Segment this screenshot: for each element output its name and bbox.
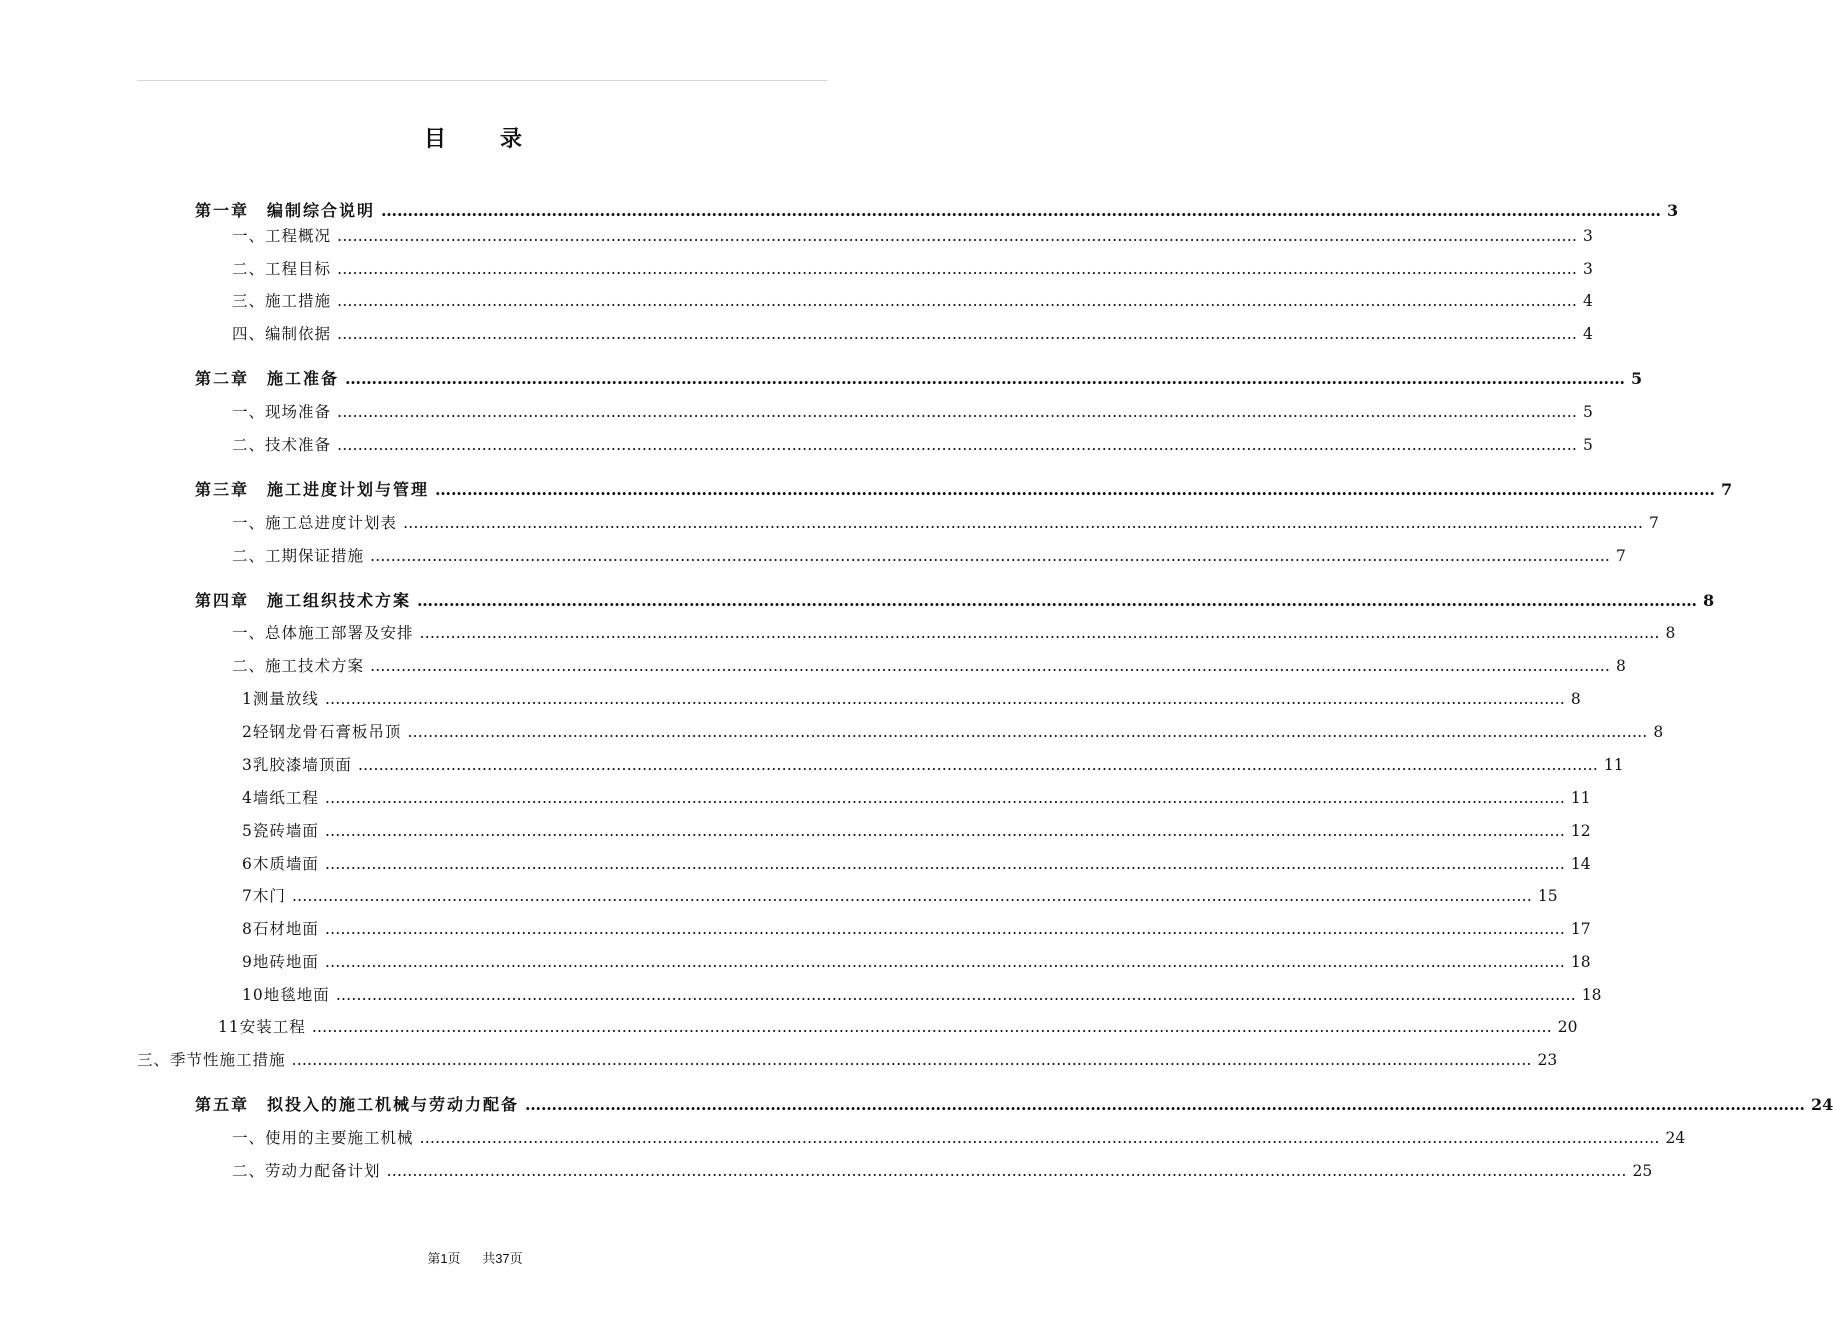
toc-leader-dots: ……………………………………………………………………………………………………………………………………………………………………………………………………………………	[435, 480, 1716, 499]
toc-entry-page: 24	[1665, 1129, 1686, 1147]
toc-entry-label: 三、施工措施	[232, 292, 332, 310]
toc-entry[interactable]	[218, 1016, 1578, 1038]
toc-entry-page: 20	[1557, 1018, 1578, 1036]
toc-entry[interactable]	[232, 1127, 1686, 1149]
toc-entry-label: 第二章 施工准备	[195, 369, 340, 388]
toc-entry-page: 4	[1583, 325, 1593, 343]
toc-leader-dots: ……………………………………………………………………………………………………………………………………………………………………………………………………………………	[324, 690, 1565, 708]
toc-entry-page: 7	[1616, 547, 1626, 565]
toc-entry[interactable]	[242, 688, 1581, 710]
toc-entry-page: 8	[1570, 690, 1581, 708]
toc-entry[interactable]	[242, 787, 1591, 809]
toc-leader-dots: ……………………………………………………………………………………………………………………………………………………………………………………………………………………	[525, 1095, 1806, 1114]
toc-leader-dots: ……………………………………………………………………………………………………………………………………………………………………………………………………………………	[417, 591, 1698, 610]
toc-chapter-entry[interactable]	[195, 200, 1679, 222]
toc-entry-label: 4墙纸工程	[242, 789, 319, 807]
toc-leader-dots: ……………………………………………………………………………………………………………………………………………………………………………………………………………………	[335, 986, 1576, 1004]
toc-entry-label: 一、使用的主要施工机械	[232, 1129, 414, 1147]
toc-entry-page: 15	[1537, 887, 1558, 905]
toc-entry-label: 第一章 编制综合说明	[195, 201, 376, 220]
toc-entry-label: 11安装工程	[218, 1018, 306, 1036]
toc-entry-page: 3	[1583, 227, 1593, 245]
toc-entry[interactable]	[242, 951, 1591, 973]
toc-entry-label: 7木门	[242, 887, 286, 905]
toc-entry[interactable]	[232, 323, 1593, 345]
toc-leader-dots: ……………………………………………………………………………………………………………………………………………………………………………………………………………………	[324, 855, 1565, 873]
toc-entry-label: 6木质墙面	[242, 855, 319, 873]
toc-entry[interactable]	[232, 401, 1593, 423]
toc-leader-dots: ……………………………………………………………………………………………………………………………………………………………………………………………………………………	[419, 1129, 1660, 1147]
toc-entry-label: 二、劳动力配备计划	[232, 1162, 381, 1180]
header-rule	[137, 80, 827, 81]
toc-entry-label: 一、施工总进度计划表	[232, 514, 398, 532]
toc-leader-dots: ……………………………………………………………………………………………………………………………………………………………………………………………………………………	[324, 822, 1565, 840]
toc-entry-label: 一、工程概况	[232, 227, 332, 245]
toc-entry-label: 二、技术准备	[232, 436, 332, 454]
toc-entry-page: 17	[1570, 920, 1591, 938]
toc-entry[interactable]	[232, 512, 1659, 534]
toc-entry[interactable]	[242, 754, 1624, 776]
toc-entry[interactable]	[242, 918, 1591, 940]
toc-entry[interactable]	[232, 622, 1676, 644]
toc-entry[interactable]	[232, 290, 1593, 312]
toc-entry-page: 23	[1537, 1051, 1558, 1069]
toc-entry-page: 7	[1649, 514, 1659, 532]
toc-leader-dots: ……………………………………………………………………………………………………………………………………………………………………………………………………………………	[337, 403, 1578, 421]
toc-entry-page: 11	[1603, 756, 1624, 774]
toc-entry-page: 8	[1665, 624, 1676, 642]
toc-chapter-entry[interactable]	[195, 479, 1733, 501]
toc-entry-label: 一、总体施工部署及安排	[232, 624, 414, 642]
toc-entry-label: 10地毯地面	[242, 986, 330, 1004]
page-title: 目录	[423, 126, 576, 152]
toc-entry-label: 三、季节性施工措施	[137, 1051, 286, 1069]
toc-entry-page: 18	[1581, 986, 1602, 1004]
toc-leader-dots: ……………………………………………………………………………………………………………………………………………………………………………………………………………………	[324, 789, 1565, 807]
toc-entry-page: 3	[1583, 260, 1593, 278]
toc-entry-label: 二、施工技术方案	[232, 657, 365, 675]
toc-entry[interactable]	[232, 545, 1626, 567]
toc-entry[interactable]	[242, 984, 1602, 1006]
toc-entry-page: 4	[1583, 292, 1593, 310]
toc-entry-label: 一、现场准备	[232, 403, 332, 421]
toc-leader-dots: ……………………………………………………………………………………………………………………………………………………………………………………………………………………	[419, 624, 1660, 642]
toc-leader-dots: ……………………………………………………………………………………………………………………………………………………………………………………………………………………	[381, 201, 1662, 220]
toc-leader-dots: ……………………………………………………………………………………………………………………………………………………………………………………………………………………	[324, 920, 1565, 938]
toc-leader-dots: ……………………………………………………………………………………………………………………………………………………………………………………………………………………	[403, 514, 1644, 532]
toc-entry-page: 8	[1703, 591, 1715, 610]
toc-entry-page: 25	[1632, 1162, 1653, 1180]
toc-entry-page: 18	[1570, 953, 1591, 971]
toc-entry-label: 第三章 施工进度计划与管理	[195, 480, 430, 499]
toc-leader-dots: ……………………………………………………………………………………………………………………………………………………………………………………………………………………	[337, 325, 1578, 343]
toc-entry-page: 24	[1811, 1095, 1833, 1114]
toc-entry-label: 第四章 施工组织技术方案	[195, 591, 412, 610]
toc-entry-label: 1测量放线	[242, 690, 319, 708]
toc-entry-page: 7	[1721, 480, 1733, 499]
toc-entry-label: 9地砖地面	[242, 953, 319, 971]
toc-leader-dots: ……………………………………………………………………………………………………………………………………………………………………………………………………………………	[370, 547, 1611, 565]
toc-chapter-entry[interactable]	[195, 590, 1715, 612]
toc-leader-dots: ……………………………………………………………………………………………………………………………………………………………………………………………………………………	[345, 369, 1626, 388]
toc-leader-dots: ……………………………………………………………………………………………………………………………………………………………………………………………………………………	[337, 292, 1578, 310]
toc-entry[interactable]	[232, 655, 1626, 677]
toc-leader-dots: ……………………………………………………………………………………………………………………………………………………………………………………………………………………	[386, 1162, 1627, 1180]
toc-leader-dots: ……………………………………………………………………………………………………………………………………………………………………………………………………………………	[337, 436, 1578, 454]
toc-entry-page: 8	[1616, 657, 1626, 675]
toc-leader-dots: ……………………………………………………………………………………………………………………………………………………………………………………………………………………	[407, 723, 1648, 741]
toc-leader-dots: ……………………………………………………………………………………………………………………………………………………………………………………………………………………	[370, 657, 1611, 675]
toc-leader-dots: ……………………………………………………………………………………………………………………………………………………………………………………………………………………	[291, 1051, 1532, 1069]
toc-entry-label: 8石材地面	[242, 920, 319, 938]
toc-entry-label: 四、编制依据	[232, 325, 332, 343]
toc-entry[interactable]	[242, 820, 1591, 842]
toc-entry-page: 5	[1583, 403, 1593, 421]
toc-entry[interactable]	[242, 885, 1558, 907]
toc-leader-dots: ……………………………………………………………………………………………………………………………………………………………………………………………………………………	[337, 260, 1578, 278]
toc-chapter-entry[interactable]	[195, 368, 1643, 390]
toc-leader-dots: ……………………………………………………………………………………………………………………………………………………………………………………………………………………	[337, 227, 1578, 245]
toc-entry-page: 11	[1570, 789, 1591, 807]
toc-entry-label: 2轻钢龙骨石膏板吊顶	[242, 723, 402, 741]
toc-entry-page: 8	[1653, 723, 1664, 741]
toc-entry-page: 3	[1667, 201, 1679, 220]
toc-entry-label: 5瓷砖墙面	[242, 822, 319, 840]
page-footer	[0, 1248, 950, 1267]
toc-entry-page: 12	[1570, 822, 1591, 840]
toc-entry[interactable]	[232, 225, 1593, 247]
toc-entry[interactable]	[242, 853, 1591, 875]
toc-chapter-entry[interactable]	[195, 1094, 1833, 1116]
page-total: 共37页	[482, 1251, 523, 1266]
toc-entry-label: 3乳胶漆墙顶面	[242, 756, 352, 774]
toc-entry-page: 5	[1631, 369, 1643, 388]
toc-entry-label: 二、工程目标	[232, 260, 332, 278]
page-number: 第1页	[427, 1251, 461, 1266]
toc-entry[interactable]	[232, 434, 1593, 456]
toc-entry-page: 14	[1570, 855, 1591, 873]
toc-entry-page: 5	[1583, 436, 1593, 454]
toc-leader-dots: ……………………………………………………………………………………………………………………………………………………………………………………………………………………	[311, 1018, 1552, 1036]
toc-leader-dots: ……………………………………………………………………………………………………………………………………………………………………………………………………………………	[357, 756, 1598, 774]
toc-entry[interactable]	[232, 258, 1593, 280]
toc-entry[interactable]	[242, 721, 1664, 743]
toc-leader-dots: ……………………………………………………………………………………………………………………………………………………………………………………………………………………	[324, 953, 1565, 971]
toc-entry-label: 第五章 拟投入的施工机械与劳动力配备	[195, 1095, 520, 1114]
toc-leader-dots: ……………………………………………………………………………………………………………………………………………………………………………………………………………………	[291, 887, 1532, 905]
toc-entry[interactable]	[232, 1160, 1653, 1182]
toc-entry[interactable]	[137, 1049, 1558, 1071]
toc-entry-label: 二、工期保证措施	[232, 547, 365, 565]
